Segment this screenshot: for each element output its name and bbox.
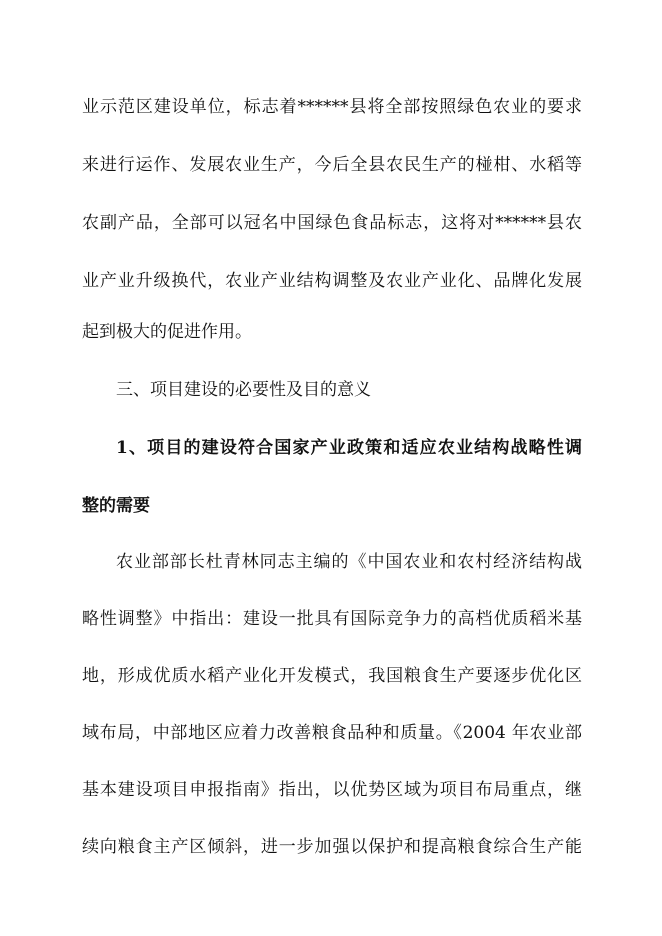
paragraph-line: 续向粮食主产区倾斜，进一步加强以保护和提高粮食综合生产能 [82,837,582,857]
paragraph-line: 业示范区建设单位，标志着******县将全部按照绿色农业的要求 [82,97,582,117]
paragraph-line: 来进行运作、发展农业生产，今后全县农民生产的椪柑、水稻等 [82,155,582,175]
paragraph-line: 起到极大的促进作用。 [82,322,252,342]
paragraph-line: 农业部部长杜青林同志主编的《中国农业和农村经济结构战 [116,552,582,572]
paragraph-line: 基本建设项目申报指南》指出，以优势区域为项目布局重点，继 [82,780,582,800]
paragraph-line: 地，形成优质水稻产业化开发模式，我国粮食生产要逐步优化区 [82,666,582,686]
subheading-line: 1、项目的建设符合国家产业政策和适应农业结构战略性调 [116,438,582,458]
paragraph-line: 农副产品，全部可以冠名中国绿色食品标志，这将对******县农 [82,213,582,233]
section-title: 三、项目建设的必要性及目的意义 [116,380,371,400]
subheading-line: 整的需要 [82,496,150,516]
paragraph-line: 业产业升级换代，农业产业结构调整及农业产业化、品牌化发展 [82,271,582,291]
paragraph-line: 域布局，中部地区应着力改善粮食品种和质量。《2004 年农业部 [82,723,582,743]
paragraph-line: 略性调整》中指出：建设一批具有国际竞争力的高档优质稻米基 [82,609,582,629]
